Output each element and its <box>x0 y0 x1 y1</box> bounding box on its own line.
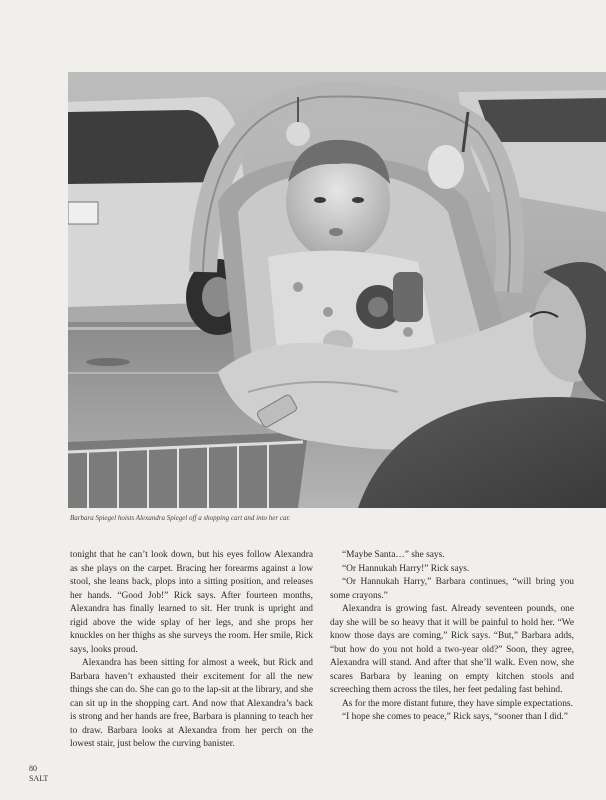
left-paragraph-1: tonight that he can’t look down, but his eyes follow Alexandra as she plays on the carpet. Bracing her forearms against a low stool, she leans back, plops into a sitting position, and releases her hands. “Good Job!” Rick says. After fourteen months, Alexandra has finally learned to sit. Her trunk is upright and rigid above the wide splay of her legs, and she props her knuckles on her thighs as she surveys the room. Her smile, Rick says, looks proud. <box>70 550 313 655</box>
photo-baby-in-car-seat <box>68 72 606 508</box>
article-column-left <box>70 549 313 752</box>
folio <box>29 764 48 784</box>
right-paragraph-3: “Or Hannukah Harry,” Barbara continues, “will bring you some crayons.” <box>330 577 574 601</box>
article-column-right <box>330 549 574 725</box>
page-number: 80 <box>29 764 37 773</box>
right-paragraph-6: “I hope she comes to peace,” Rick says, “sooner than I did.” <box>342 712 568 722</box>
left-paragraph-2: Alexandra has been sitting for almost a week, but Rick and Barbara haven’t exhausted their excitement for all the new things she can do. She can go to the lap-sit at the library, and she can sit up in the shopping cart. And now that Alexandra’s back is strong and her hands are free, Barbara is planning to teach her to draw. Barbara looks at Alexandra from her perch on the lowest stair, just below the curving banister. <box>70 658 313 749</box>
photo-caption: Barbara Spiegel hoists Alexandra Spiegel off a shopping cart and into her car. <box>70 514 291 522</box>
right-paragraph-5: As for the more distant future, they have simple expectations. <box>342 698 573 709</box>
right-paragraph-2: “Or Hannukah Harry!” Rick says. <box>342 563 470 574</box>
magazine-name: SALT <box>29 774 49 783</box>
right-paragraph-1: “Maybe Santa…” she says. <box>342 550 445 560</box>
right-paragraph-4: Alexandra is growing fast. Already seventeen pounds, one day she will be so heavy that it will be painful to hold her. “We know those days are coming,” Rick says. “But,” Barbara adds, “but how do you not hold a two-year old?” Soon, they agree, Alexandra will stand. And after that she’ll walk. Even now, she scares Barbara by leaning on empty kitchen stools and screeching them across the tiles, her feet pedaling fast behind. <box>330 604 574 695</box>
